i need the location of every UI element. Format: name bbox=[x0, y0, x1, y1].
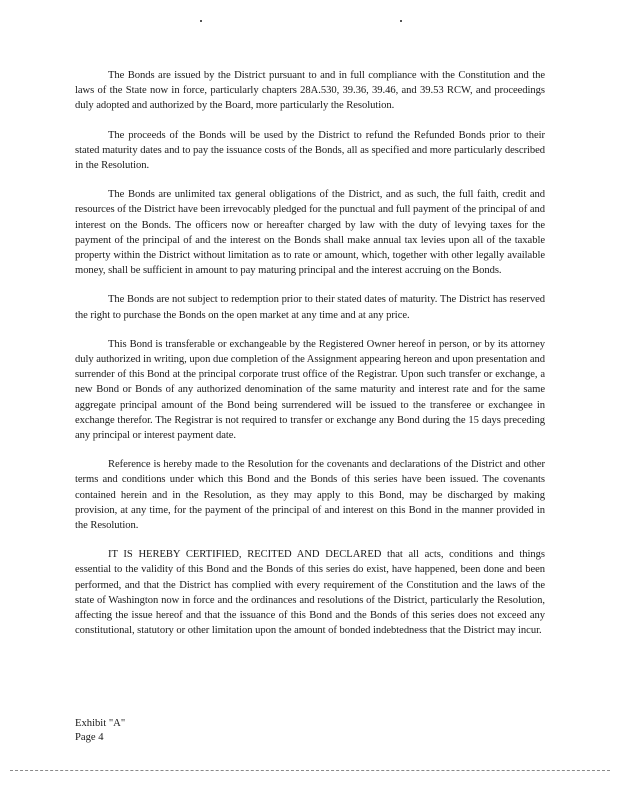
bottom-divider bbox=[10, 770, 610, 771]
paragraph-proceeds: The proceeds of the Bonds will be used by the District to refund the Refunded Bonds prior to their stated maturity dates and to pay the issuance costs of the Bonds, all as specified and more particularly described in the Resolution. bbox=[75, 129, 545, 172]
paragraph-redemption: The Bonds are not subject to redemption prior to their stated dates of maturity. The District has reserved the right to purchase the Bonds on the open market at any time and at any price. bbox=[75, 294, 545, 321]
paragraph-certification: IT IS HEREBY CERTIFIED, RECITED AND DECLARED that all acts, conditions and things essential to the validity of this Bond and the Bonds of this series do exist, have happened, been done and been performed, and that the District has complied with every requirement of the Constitution and the laws of the state of Washington now in force and the ordinances and resolutions of the District, particularly the Resolution, affecting the issue hereof and that the issuance of this Bond and the Bonds of this series does not exceed any constitutional, statutory or other limitation upon the amount of bonded indebtedness that the District may incur. bbox=[75, 549, 545, 637]
scan-mark bbox=[400, 20, 402, 22]
paragraph-obligations: The Bonds are unlimited tax general obligations of the District, and as such, the full faith, credit and resources of the District have been irrevocably pledged for the punctual and full payment of the principal of and interest on the Bonds. The officers now or hereafter charged by law with the duty of levying taxes for the payment of the principal of and the interest on the Bonds shall make annual tax levies upon all of the taxable property within the District without limitation as to rate or amount, which, together with other legally available money, shall be sufficient in amount to pay maturing principal and the interest accruing on the Bonds. bbox=[75, 189, 545, 277]
exhibit-label: Exhibit "A" bbox=[75, 718, 126, 729]
paragraph-reference: Reference is hereby made to the Resolution for the covenants and declarations of the District and other terms and conditions under which this Bond and the Bonds of this series have been issued. The covenants contained herein and in the Resolution, as they may apply to this Bond, may be discharged by making provision, at any time, for the payment of the principal of and interest on this Bond in the manner provided in the Resolution. bbox=[75, 459, 545, 532]
page-footer bbox=[75, 717, 125, 745]
paragraph-transfer: This Bond is transferable or exchangeable by the Registered Owner hereof in person, or by its attorney duly authorized in writing, upon due completion of the Assignment appearing hereon and upon presentation and surrender of this Bond at the principal corporate trust office of the Registrar. Upon such transfer or exchange, a new Bond or Bonds of any authorized denomination of the same maturity and interest rate and for the same aggregate principal amount of the Bond being surrendered will be issued to the transferee or exchangee in exchange therefor. The Registrar is not required to transfer or exchange any Bond during the 15 days preceding any principal or interest payment date. bbox=[75, 338, 545, 442]
document-body bbox=[75, 68, 545, 653]
page-number: Page 4 bbox=[75, 732, 104, 743]
paragraph-issuance: The Bonds are issued by the District pursuant to and in full compliance with the Constitution and the laws of the State now in force, particularly chapters 28A.530, 39.36, 39.46, and 39.53 RCW, and proceedings duly adopted and authorized by the Board, more particularly the Resolution. bbox=[75, 70, 545, 112]
scan-mark bbox=[200, 20, 202, 22]
